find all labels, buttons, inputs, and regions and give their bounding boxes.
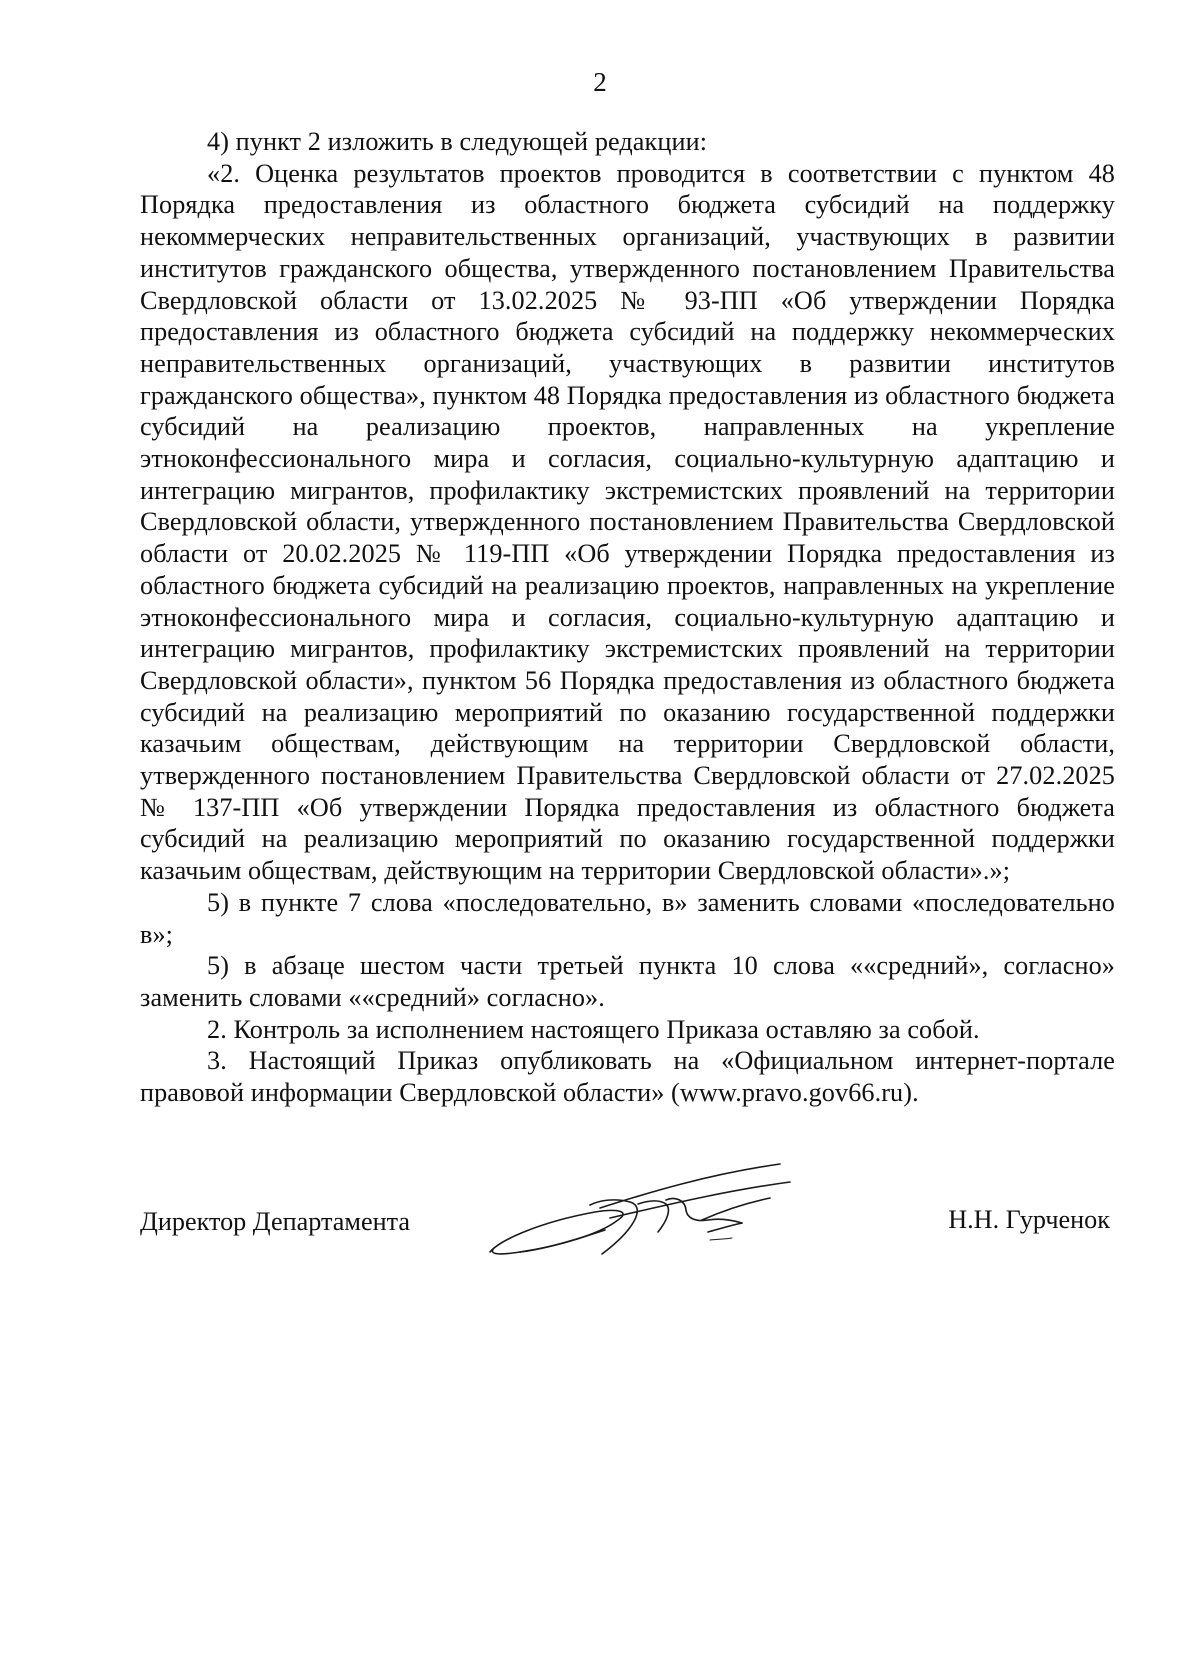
signatory-position: Директор Департамента	[140, 1207, 410, 1236]
paragraph-new-wording-point-2: «2. Оценка результатов проектов проводится в соответствии с пунктом 48 Порядка предоставления из областного бюджета субсидий на поддержку некоммерческих неправительственных организаций, участвующих в развитии институтов гражданского общества, утвержденного постановлением Правительства Свердловской области от 13.02.2025 № 93-ПП «Об утверждении Порядка предоставления из областного бюджета субсидий на поддержку некоммерческих неправительственных организаций, участвующих в развитии институтов гражданского общества», пунктом 48 Порядка предоставления из областного бюджета субсидий на реализацию проектов, направленных на укрепление этноконфессионального мира и согласия, социально-культурную адаптацию и интеграцию мигрантов, профилактику экстремистских проявлений на территории Свердловской области, утвержденного постановлением Правительства Свердловской области от 20.02.2025 № 119-ПП «Об утверждении Порядка предоставления из областного бюджета субсидий на реализацию проектов, направленных на укрепление этноконфессионального мира и согласия, социально-культурную адаптацию и интеграцию мигрантов, профилактику экстремистских проявлений на территории Свердловской области», пунктом 56 Порядка предоставления из областного бюджета субсидий на реализацию мероприятий по оказанию государственной поддержки казачьим обществам, действующим на территории Свердловской области, утвержденного постановлением Правительства Свердловской области от 27.02.2025 № 137-ПП «Об утверждении Порядка предоставления из областного бюджета субсидий на реализацию мероприятий по оказанию государственной поддержки казачьим обществам, действующим на территории Свердловской области».»;	[140, 158, 1115, 886]
paragraph-control: 2. Контроль за исполнением настоящего Приказа оставляю за собой.	[207, 1014, 980, 1044]
page-number: 2	[593, 67, 607, 97]
paragraph-item-5-point-7: 5) в пункте 7 слова «последовательно, в» заменить словами «последовательно в»;	[140, 887, 1115, 949]
paragraph-publication: 3. Настоящий Приказ опубликовать на «Официальном интернет-портале правовой информации Свердловской области» (www.pravo.gov66.ru).	[140, 1046, 1115, 1108]
paragraph-item-5-point-10: 5) в абзаце шестом части третьей пункта 10 слова ««средний», согласно» заменить словами ««средний» согласно».	[140, 951, 1115, 1012]
handwritten-signature	[480, 1160, 800, 1270]
signature-block	[140, 1160, 1115, 1270]
paragraph-item-4: 4) пункт 2 изложить в следующей редакции:	[207, 127, 708, 156]
document-body	[140, 126, 1115, 1109]
signatory-name: Н.Н. Гурченок	[948, 1205, 1110, 1234]
